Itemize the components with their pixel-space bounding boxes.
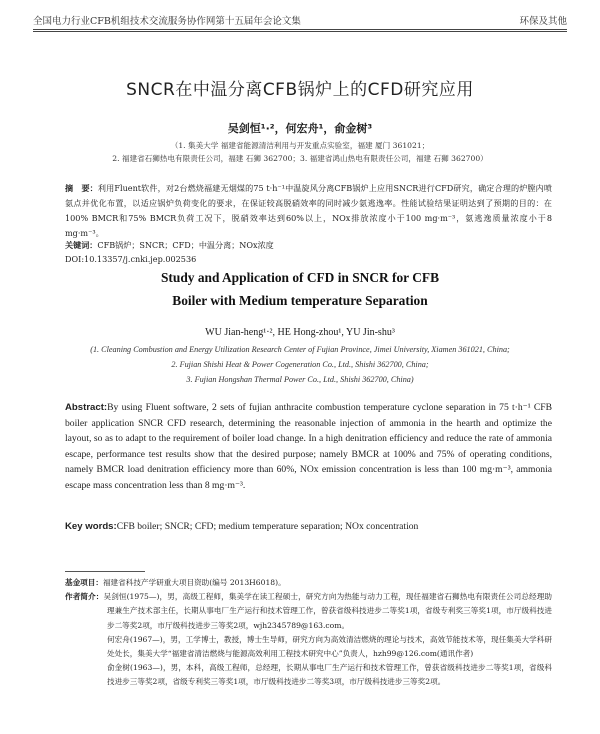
doi: DOI:10.13357/j.cnki.jep.002536 — [65, 254, 197, 264]
footnote-rule — [65, 571, 145, 572]
abstract-cn-label: 摘 要： — [65, 183, 98, 193]
keywords-en-label: Key words: — [65, 521, 117, 532]
title-en-line-2: Boiler with Medium temperature Separation — [172, 293, 428, 308]
footnote-bio-3: 俞金树(1963—)，男，本科，高级工程师，总经理，长期从事电厂生产运行和技术管理工作，曾获省级科技进步二等奖1项，省级科技进步三等奖2项，省级专利奖三等奖1项，市厅级科技进步二等奖3项，市厅级科技进步三等奖2项。 — [107, 663, 552, 687]
authors-en: WU Jian-heng¹·², HE Hong-zhou¹, YU Jin-shu³ — [205, 327, 395, 338]
abstract-en-text: By using Fluent software, 2 sets of fujian anthracite combustion temperature cyclone separation in 75 t·h⁻¹ CFB boiler application SNCR CFD research, determining the reasonable injection of ammonia in the hearth and optimize the layout, so as to adapt to the requirement of boiler load change. In a high denitration efficiency and reduce the rate of ammonia escape, performance test results show that the desired purpose; namely BMCR at 100% and 75% of operating conditions, namely BMCR load denitration efficiency more than 60%, NOx emission concentration is less than 100 mg·m⁻³, ammonia escape mass concentration less than 8 mg·m⁻³. — [65, 402, 552, 491]
header-right: 环保及其他 — [519, 16, 567, 27]
keywords-en-text: CFB boiler; SNCR; CFD; medium temperature separation; NOx concentration — [116, 521, 419, 532]
title-en-line-1: Study and Application of CFD in SNCR for CFB — [160, 270, 440, 285]
keywords-cn-label: 关键词： — [65, 240, 98, 250]
affiliation-en-3: 3. Fujian Hongshan Thermal Power Co., Ltd., Shishi 362700, China) — [186, 375, 414, 384]
title-cn: SNCR在中温分离CFB锅炉上的CFD研究应用 — [126, 80, 474, 100]
running-header — [33, 13, 567, 30]
keywords-cn-text: CFB锅炉；SNCR；CFD；中温分离；NOx浓度 — [97, 240, 274, 250]
footnote-bio-1 — [65, 590, 552, 633]
funding-label: 基金项目： — [65, 578, 103, 587]
keywords-cn — [65, 240, 274, 251]
authors-cn: 吴剑恒¹·²，何宏舟¹，俞金树³ — [227, 122, 373, 135]
footnotes — [65, 576, 552, 690]
affiliation-en-2: 2. Fujian Shishi Heat & Power Cogeneration Co., Ltd., Shishi 362700, China; — [171, 360, 429, 369]
keywords-en — [65, 521, 552, 532]
bio-label: 作者简介： — [65, 592, 104, 602]
abstract-en-label: Abstract: — [65, 402, 108, 413]
footnote-funding — [65, 576, 552, 590]
affiliation-en-1: (1. Cleaning Combustion and Energy Utilization Research Center of Fujian Province, Jimei University, Xiamen 361021, China; — [90, 345, 510, 354]
abstract-en — [65, 400, 552, 494]
footnote-bio-2: 何宏舟(1967—)，男，工学博士，教授，博士生导师，研究方向为高效清洁燃烧的理论与技术，高效节能技术等，现任集美大学科研处处长，集美大学“福建省清洁燃烧与能源高效利用工程技术研究中心”负责人，hzh99@126.com(通讯作者) — [107, 634, 552, 659]
bio-1-text: 吴剑恒(1975—)，男，高级工程师，集美学在读工程硕士，研究方向为热能与动力工程，现任福建省石狮热电有限责任公司总经理助理兼生产技术部主任，长期从事电厂生产运行和技术管理工作，曾获省级科技进步二等奖1项，省级专利奖三等奖1项，市厅级科技进步二等奖2项，市厅级科技进步三等奖2项，wjh2345789@163.com。 — [103, 592, 553, 630]
abstract-cn-text: 利用Fluent软件，对2台燃烧福建无烟煤的75 t·h⁻¹中温旋风分离CFB锅炉上应用SNCR进行CFD研究，确定合理的炉膛内喷氨点并优化布置，以适应锅炉负荷变化的要求，在保证较高脱硝效率的同时减少氨逃逸率。性能试验结果证明达到了预期的目的：在100% BMCR和75% BMCR负荷工况下，脱硝效率达到60%以上，NOx排放浓度小于100 mg·m⁻³，氨逃逸质量浓度小于8 mg·m⁻³。 — [65, 183, 552, 238]
affiliation-cn-2: 2. 福建省石狮热电有限责任公司，福建 石狮 362700；3. 福建省鸿山热电有限责任公司，福建 石狮 362700） — [112, 154, 488, 163]
abstract-cn — [65, 181, 552, 241]
header-left: 全国电力行业CFB机组技术交流服务协作网第十五届年会论文集 — [33, 16, 301, 27]
funding-text: 福建省科技产学研重大项目资助(编号 2013H6018)。 — [102, 578, 286, 587]
affiliation-cn-1: （1. 集美大学 福建省能源清洁利用与开发重点实验室，福建 厦门 361021； — [170, 141, 430, 150]
